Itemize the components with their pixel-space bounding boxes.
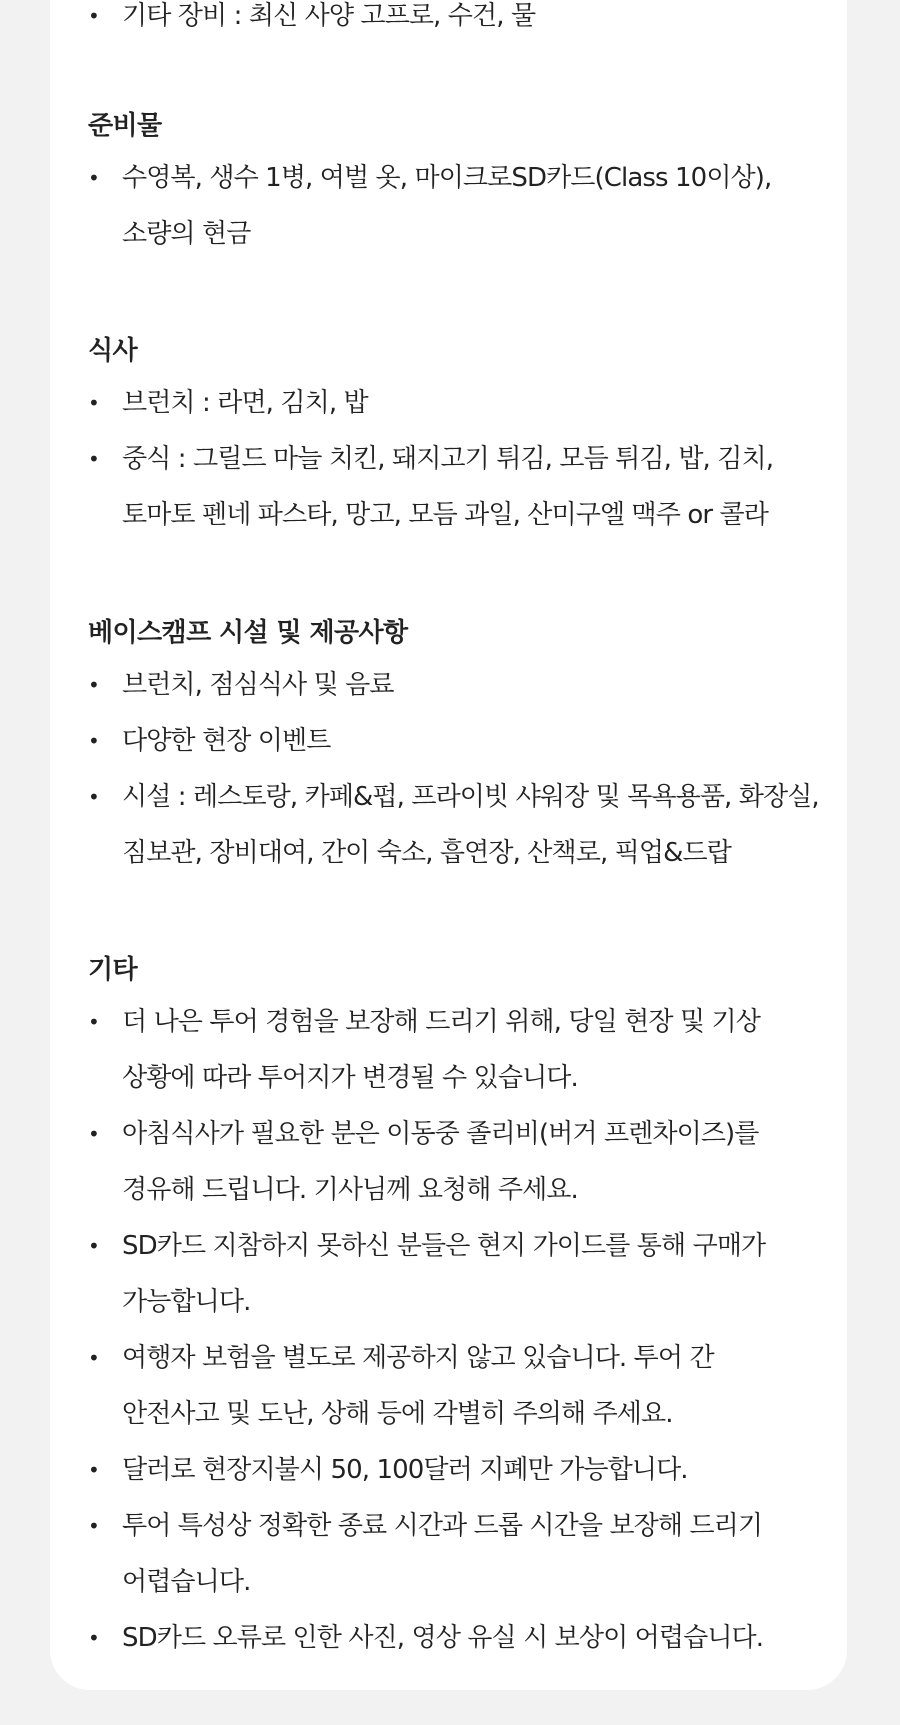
section-title: 준비물 (88, 111, 162, 141)
list-item: • 중식 : 그릴드 마늘 치킨, 돼지고기 튀김, 모듬 튀김, 밥, 김치, 토마토 펜네 파스타, 망고, 모듬 과일, 산미구엘 맥주 or 콜라 (88, 431, 773, 543)
bullet-icon: • (88, 1122, 99, 1146)
list-item: • 다양한 현장 이벤트 (88, 713, 819, 769)
list-item: • 달러로 현장지불시 50, 100달러 지폐만 가능합니다. (88, 1442, 765, 1498)
list-item: • SD카드 오류로 인한 사진, 영상 유실 시 보상이 어렵습니다. (88, 1610, 765, 1666)
bullet-icon: • (88, 1626, 99, 1650)
etc-list (88, 994, 765, 1666)
bullet-icon: • (88, 785, 99, 809)
bullet-icon: • (88, 1010, 99, 1034)
list-item: • 기타 장비 : 최신 사양 고프로, 수건, 물 (88, 0, 535, 44)
bullet-icon: • (88, 1234, 99, 1258)
bullet-icon: • (88, 447, 99, 471)
list-item: • 더 나은 투어 경험을 보장해 드리기 위해, 당일 현장 및 기상 상황에 따라 투어지가 변경될 수 있습니다. (88, 994, 765, 1106)
preparations-list (88, 150, 771, 262)
bullet-icon: • (88, 1346, 99, 1370)
section-etc (88, 950, 765, 1666)
bullet-icon: • (88, 166, 99, 190)
basecamp-list (88, 657, 819, 881)
section-title: 식사 (88, 336, 138, 366)
bullet-icon: • (88, 4, 99, 28)
list-item: • 시설 : 레스토랑, 카페&펍, 프라이빗 샤워장 및 목욕용품, 화장실, 짐보관, 장비대여, 간이 숙소, 흡연장, 산책로, 픽업&드랍 (88, 769, 819, 881)
bullet-icon: • (88, 1458, 99, 1482)
list-item: • 브런치 : 라면, 김치, 밥 (88, 375, 773, 431)
equipment-list (88, 0, 535, 44)
bullet-icon: • (88, 391, 99, 415)
list-item: • SD카드 지참하지 못하신 분들은 현지 가이드를 통해 구매가 가능합니다. (88, 1218, 765, 1330)
section-basecamp (88, 613, 819, 881)
section-title: 베이스캠프 시설 및 제공사항 (88, 618, 408, 648)
list-item: • 투어 특성상 정확한 종료 시간과 드롭 시간을 보장해 드리기 어렵습니다. (88, 1498, 765, 1610)
section-equipment-continued (88, 0, 535, 44)
list-item: • 수영복, 생수 1병, 여벌 옷, 마이크로SD카드(Class 10이상), 소량의 현금 (88, 150, 771, 262)
list-item: • 브런치, 점심식사 및 음료 (88, 657, 819, 713)
section-meals (88, 331, 773, 543)
section-preparations (88, 106, 771, 262)
bullet-icon: • (88, 673, 99, 697)
list-item: • 아침식사가 필요한 분은 이동중 졸리비(버거 프렌차이즈)를 경유해 드립니다. 기사님께 요청해 주세요. (88, 1106, 765, 1218)
bullet-icon: • (88, 1514, 99, 1538)
bullet-icon: • (88, 729, 99, 753)
meals-list (88, 375, 773, 543)
section-title: 기타 (88, 955, 138, 985)
list-item: • 여행자 보험을 별도로 제공하지 않고 있습니다. 투어 간 안전사고 및 도난, 상해 등에 각별히 주의해 주세요. (88, 1330, 765, 1442)
